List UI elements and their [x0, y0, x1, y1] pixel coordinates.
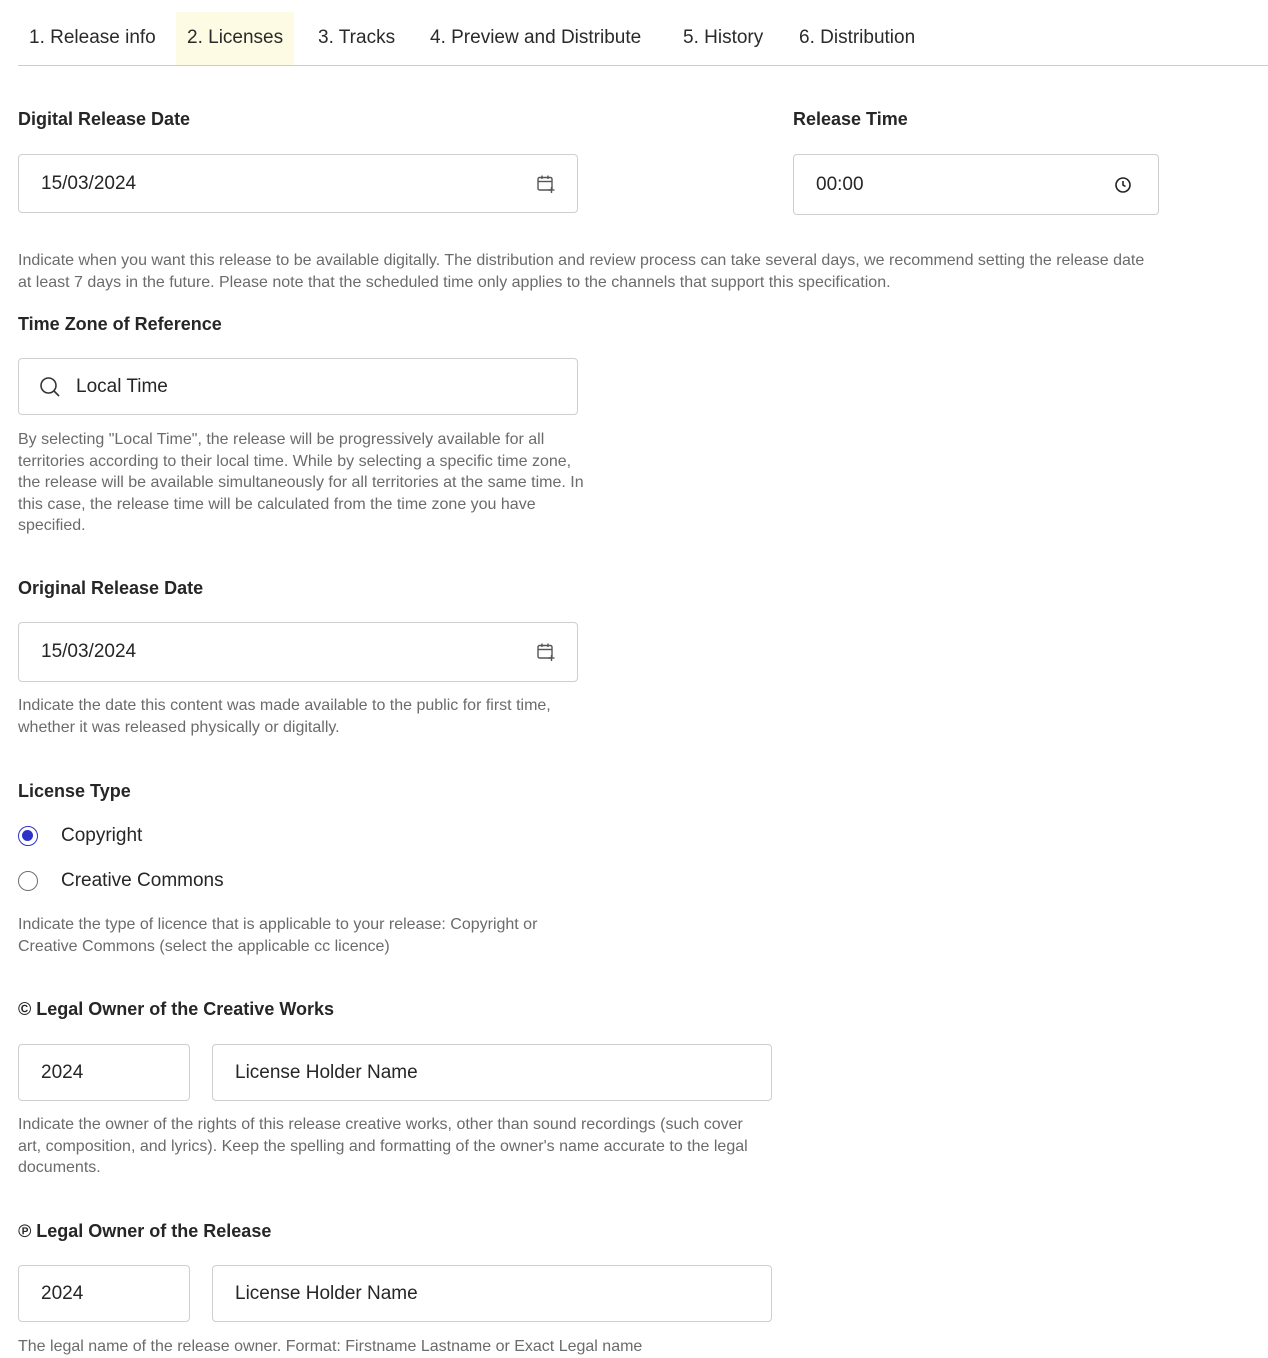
- digital-release-date-label: Digital Release Date: [18, 109, 191, 129]
- original-release-date-value: 15/03/2024: [41, 641, 137, 662]
- release-time-value: 00:00: [816, 173, 864, 195]
- calendar-plus-icon[interactable]: [535, 641, 557, 663]
- original-release-help-text: Indicate the date this content was made available to the public for first time, whether it was released physically or digitally.: [18, 697, 551, 736]
- tab-distribution[interactable]: 6. Distribution: [799, 27, 916, 48]
- creative-works-year-input[interactable]: [18, 1044, 190, 1101]
- digital-release-date-value: 15/03/2024: [41, 172, 137, 194]
- time-zone-value: Local Time: [76, 375, 168, 397]
- digital-release-date-input[interactable]: [18, 154, 578, 213]
- creative-works-year-value: 2024: [41, 1061, 84, 1083]
- copyright-radio[interactable]: [18, 826, 38, 846]
- tab-preview-and-distribute[interactable]: 4. Preview and Distribute: [430, 27, 642, 48]
- time-zone-label: Time Zone of Reference: [18, 314, 222, 334]
- release-owner-label: ℗ Legal Owner of the Release: [18, 1221, 272, 1241]
- license-option-creative-commons[interactable]: [18, 869, 224, 893]
- creative-commons-radio-label: Creative Commons: [61, 870, 224, 891]
- release-time-input[interactable]: [793, 154, 1159, 215]
- tab-release-info[interactable]: 1. Release info: [29, 27, 156, 48]
- creative-works-owner-label: © Legal Owner of the Creative Works: [18, 999, 335, 1019]
- creative-commons-radio[interactable]: [18, 871, 38, 891]
- creative-works-holder-name-placeholder: License Holder Name: [235, 1061, 418, 1083]
- release-time-label: Release Time: [793, 109, 908, 129]
- release-owner-holder-name-input[interactable]: [212, 1265, 772, 1322]
- release-owner-holder-name-placeholder: License Holder Name: [235, 1282, 418, 1304]
- time-zone-input[interactable]: [18, 358, 578, 415]
- original-release-date-input[interactable]: [18, 622, 578, 682]
- clock-icon[interactable]: [1112, 174, 1134, 196]
- release-owner-year-value: 2024: [41, 1282, 84, 1304]
- license-type-label: License Type: [18, 781, 131, 801]
- tab-history[interactable]: 5. History: [683, 27, 764, 48]
- copyright-radio-label: Copyright: [61, 825, 143, 846]
- release-owner-year-input[interactable]: [18, 1265, 190, 1322]
- license-type-help-text: Indicate the type of licence that is applicable to your release: Copyright or Creative Commons (select the applicable cc licence): [18, 916, 538, 955]
- calendar-plus-icon[interactable]: [535, 173, 557, 195]
- original-release-date-label: Original Release Date: [18, 578, 204, 598]
- tab-licenses[interactable]: 2. Licenses: [176, 12, 294, 65]
- time-zone-help-text: By selecting "Local Time", the release will be progressively available for all territories according to their local time. While by selecting a specific time zone, the release will be available simultaneously for all territories at the same time. In this case, the release time will be calculated from the time zone you have specified.: [18, 431, 584, 534]
- step-tabs: [18, 0, 1268, 66]
- digital-release-help-text: Indicate when you want this release to be available digitally. The distribution and review process can take several days, we recommend setting the release date at least 7 days in the future. Please note that the scheduled time only applies to the channels that support this specification.: [18, 252, 1145, 291]
- tab-tracks[interactable]: 3. Tracks: [318, 27, 396, 48]
- creative-works-holder-name-input[interactable]: [212, 1044, 772, 1101]
- license-option-copyright[interactable]: [18, 824, 142, 848]
- search-icon: [39, 376, 61, 398]
- creative-works-owner-help-text: Indicate the owner of the rights of this release creative works, other than sound recordings (such cover art, composition, and lyrics). Keep the spelling and formatting of the owner's name accurate to the legal documents.: [18, 1116, 748, 1176]
- release-owner-help-text: The legal name of the release owner. Format: Firstname Lastname or Exact Legal name: [18, 1338, 643, 1355]
